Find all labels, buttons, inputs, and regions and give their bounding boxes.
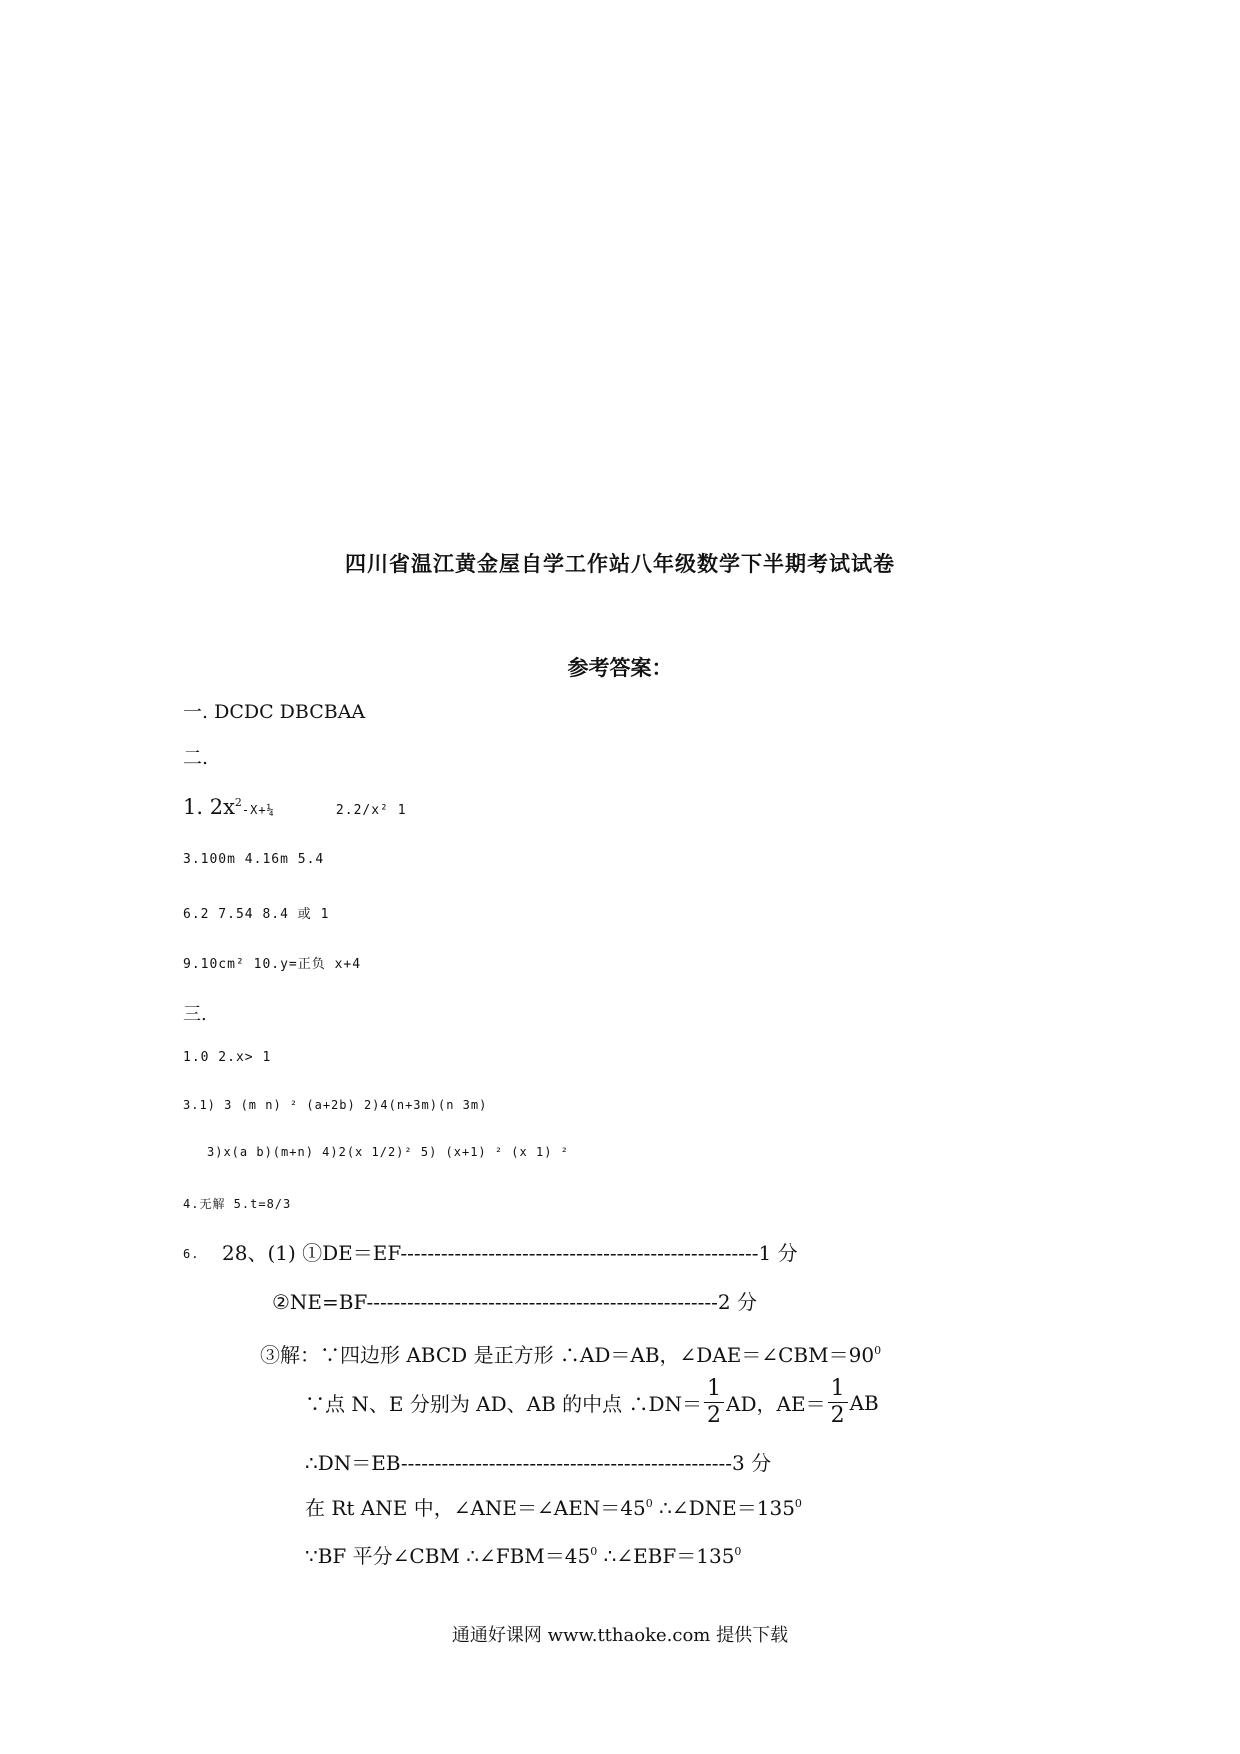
section-3-line-2: 3.1) 3 (m n) ² (a+2b) 2)4(n+3m)(n 3m): [183, 1098, 488, 1112]
answer-1-rest: -X+¼: [241, 803, 275, 817]
q28-line-7-b: ∴∠EBF＝135: [597, 1544, 735, 1568]
page-title: 四川省温江黄金屋自学工作站八年级数学下半期考试试卷: [345, 551, 895, 576]
answer-1-exponent: 2: [234, 796, 242, 809]
section-2-line-1: [183, 795, 407, 819]
section-2-heading: 二.: [183, 747, 209, 769]
q28-line-6: [305, 1492, 802, 1521]
answer-heading: 参考答案：: [567, 655, 673, 680]
fraction-numerator: 1: [828, 1378, 848, 1403]
q28-line-3-text: ③解：∵四边形 ABCD 是正方形 ∴AD＝AB，∠DAE＝∠CBM＝90: [260, 1343, 875, 1367]
q28-line-4-a: ∵点 N、E 分别为 AD、AB 的中点 ∴DN＝: [305, 1392, 703, 1416]
degree-mark: 0: [734, 1545, 742, 1558]
degree-mark: 0: [645, 1497, 653, 1510]
fraction-one-half-2: [828, 1378, 848, 1427]
section-3-line-4: 4.无解 5.t=8/3: [183, 1197, 292, 1211]
fraction-numerator: 1: [704, 1378, 724, 1403]
q28-line-4-c: AB: [849, 1390, 879, 1415]
degree-mark: 0: [590, 1545, 598, 1558]
answer-1-prefix: 1. 2x: [183, 795, 235, 819]
section-3-line-3: 3)x(a b)(m+n) 4)2(x 1/2)² 5) (x+1) ² (x 1) ²: [207, 1145, 569, 1159]
q28-line-6-a: 在 Rt ANE 中，∠ANE＝∠AEN＝45: [305, 1496, 646, 1520]
page-footer: 通通好课网 www.tthaoke.com 提供下载: [451, 1625, 789, 1646]
q28-line-1: 28、(1) ①DE＝EF-----------------------------------------------------1 分: [222, 1241, 798, 1265]
section-2-line-3: 6.2 7.54 8.4 或 1: [183, 907, 330, 922]
fraction-denominator: 2: [830, 1403, 845, 1428]
q28-line-7: [305, 1540, 741, 1569]
section-1-answers: 一. DCDC DBCBAA: [183, 701, 366, 723]
q28-line-5: ∴DN＝EB-------------------------------------------------3 分: [305, 1451, 772, 1475]
q28-line-6-b: ∴∠DNE＝135: [652, 1496, 795, 1520]
question-6-number: 6.: [183, 1247, 200, 1261]
section-3-line-1: 1.0 2.x> 1: [183, 1050, 272, 1065]
q28-line-7-a: ∵BF 平分∠CBM ∴∠FBM＝45: [305, 1544, 591, 1568]
q28-line-4-b: AD，AE＝: [726, 1392, 826, 1416]
q28-line-2: ②NE=BF----------------------------------------------------2 分: [272, 1290, 757, 1314]
degree-mark: 0: [874, 1344, 882, 1357]
section-2-line-4: 9.10cm² 10.y=正负 x+4: [183, 957, 362, 972]
fraction-denominator: 2: [707, 1403, 722, 1428]
q28-line-4: [305, 1378, 879, 1427]
fraction-one-half: [704, 1378, 724, 1427]
q28-line-3: [260, 1339, 881, 1368]
section-3-heading: 三.: [183, 1004, 207, 1025]
degree-mark: 0: [794, 1497, 802, 1510]
section-2-line-2: 3.100m 4.16m 5.4: [183, 852, 325, 867]
answer-2: 2.2/x² 1: [335, 803, 407, 818]
